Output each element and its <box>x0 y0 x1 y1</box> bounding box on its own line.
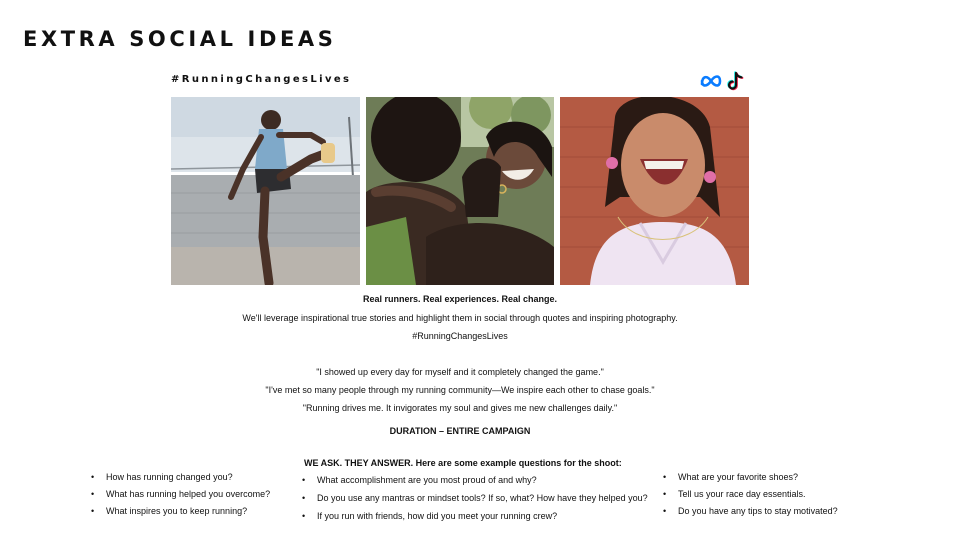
quote: "Running drives me. It invigorates my soul and gives me new challenges daily." <box>302 403 618 413</box>
list-item: • Tell us your race day essentials. <box>663 489 838 506</box>
list-item: • If you run with friends, how did you meet your running crew? <box>302 511 648 529</box>
tagline: Real runners. Real experiences. Real change. <box>362 294 558 304</box>
quote: "I showed up every day for myself and it completely changed the game." <box>316 367 604 377</box>
social-icons <box>700 70 750 92</box>
smiling-runner-photo <box>560 97 749 285</box>
list-item: • Do you use any mantras or mindset tools? If so, what? How have they helped you? <box>302 493 648 511</box>
list-item: • What accomplishment are you most proud of and why? <box>302 475 648 493</box>
list-item: • Do you have any tips to stay motivated? <box>663 506 838 523</box>
list-item: • How has running changed you? <box>91 472 270 489</box>
page-title: EXTRA SOCIAL IDEAS <box>23 27 337 51</box>
questions-column-1 <box>91 472 270 523</box>
questions-header: WE ASK. THEY ANSWER. Here are some example questions for the shoot: <box>304 458 622 468</box>
hashtag-header: #RunningChangesLives <box>171 74 352 85</box>
friends-embrace-photo <box>366 97 554 285</box>
hashtag-line: #RunningChangesLives <box>412 331 508 341</box>
meta-icon <box>702 77 720 86</box>
questions-column-3 <box>663 472 838 523</box>
list-item: • What are your favorite shoes? <box>663 472 838 489</box>
list-item: • What has running helped you overcome? <box>91 489 270 506</box>
runner-high-kick-photo <box>171 97 360 285</box>
list-item: • What inspires you to keep running? <box>91 506 270 523</box>
duration-label: DURATION – ENTIRE CAMPAIGN <box>389 426 531 436</box>
tiktok-icon <box>728 72 742 89</box>
questions-column-2 <box>302 475 648 529</box>
campaign-description: We'll leverage inspirational true stories and highlight them in social through quotes and inspiring photography. <box>242 313 678 323</box>
quote: "I've met so many people through my running community—We inspire each other to chase goals." <box>265 385 655 395</box>
